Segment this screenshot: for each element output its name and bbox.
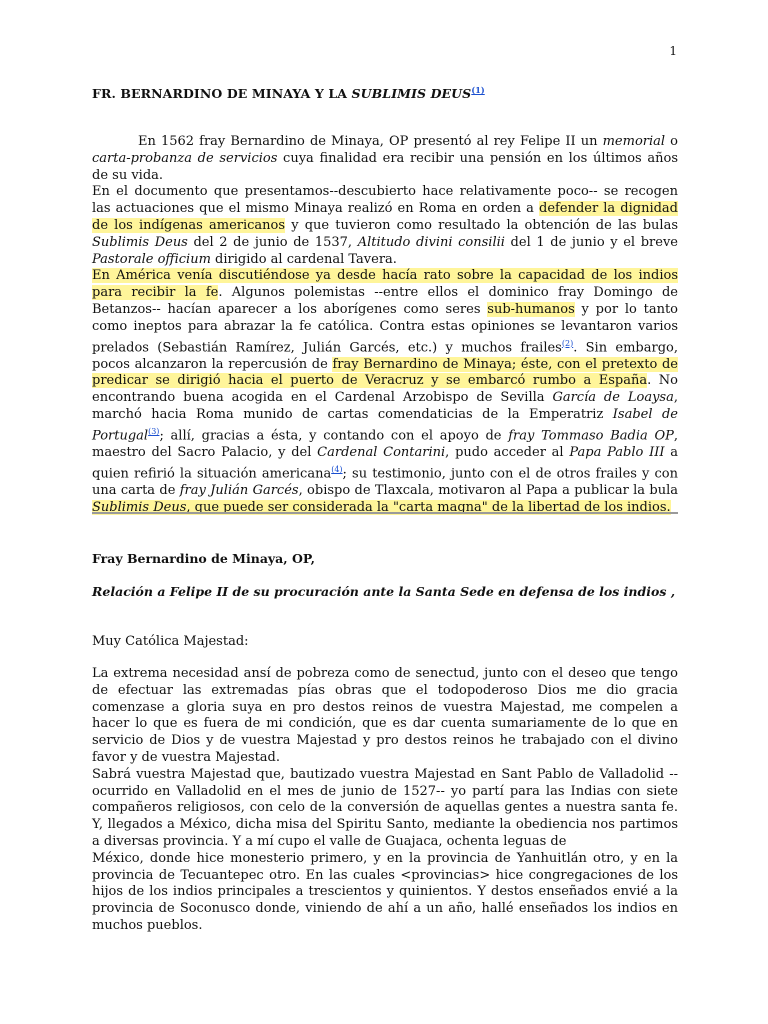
intro-section <box>92 134 678 517</box>
text-run: En 1562 fray Bernardino de Minaya, OP presentó al rey Felipe II un <box>138 134 603 149</box>
letter-paragraph: La extrema necesidad ansí de pobreza como de senectud, junto con el deseo que tengo de efectuar las extremadas pías obras que el todopoderoso Dios me dio gracia comenzase a gloria suya en pro destos reinos de vuestra Majestad, me compelen a hacer lo que es fuera de mi condición, que es dar cuenta sumariamente de lo que en servicio de Dios y de vuestra Majestad y pro destos reinos he trabajado con el divino favor y de vuestra Majestad. <box>92 666 678 765</box>
letter-body <box>92 666 678 935</box>
italic-text: fray Tommaso Badia OP <box>508 428 674 444</box>
highlighted-text: fray Bernardino de Minaya; éste, con el pretexto de predicar se dirigió hacia el puerto de Veracruz y se embarcó rumbo a España <box>92 356 678 389</box>
text-run: , marchó hacia Roma munido de cartas comendaticias de la Emperatriz <box>92 390 678 423</box>
letter-paragraph: México, donde hice monesterio primero, y en la provincia de Yanhuitlán otro, y en la provincia de Tecuantepec otro. En las cuales <provincias> hice congregaciones de los hijos de los indios principales a trescientos y quinientos. Y destos enseñados envié a la provincia de Soconusco donde, viniendo de ahí a un año, hallé enseñados los indios en muchos pueblos. <box>92 850 678 933</box>
text-run: y por lo tanto como ineptos para abrazar la fe católica. Contra estas opiniones se levantaron varios prelados (Sebastián Ramírez, Julián Garcés, etc.) y muchos frailes <box>92 301 678 355</box>
document-author-heading: Fray Bernardino de Minaya, OP, <box>92 551 316 566</box>
italic-text: memorial <box>602 134 666 149</box>
page-number: 1 <box>669 44 677 58</box>
intro-paragraph <box>92 268 678 516</box>
footnote-link[interactable]: (3) <box>148 426 160 436</box>
text-run: del 1 de junio y el breve <box>504 234 678 250</box>
text-run: . Algunos polemistas --entre ellos el dominico fray Domingo de Betanzos-- hacían aparecer a los aborígenes como seres <box>92 285 678 317</box>
highlighted-text: sub-humanos <box>487 301 575 317</box>
text-run: , obispo de Tlaxcala, motivaron al Papa a publicar la bula <box>298 482 678 498</box>
highlighted-text: Sublimis Deus <box>92 499 187 515</box>
text-run: dirigido al cardenal Tavera. <box>210 251 397 267</box>
highlighted-text: En América venía discutiéndose ya desde hacía rato sobre la capacidad de los indios para recibir la fe <box>92 268 678 301</box>
italic-text: Sublimis Deus <box>92 234 188 250</box>
text-run: , maestro del Sacro Palacio, y del <box>92 428 678 460</box>
page-title <box>92 85 682 101</box>
letter-salutation: Muy Católica Majestad: <box>92 634 249 649</box>
italic-text: García de Loaysa <box>552 390 674 406</box>
intro-paragraph <box>92 134 678 184</box>
text-run: . No encontrando buena acogida en el Cardenal Arzobispo de Sevilla <box>92 373 678 406</box>
italic-text: Pastorale officium <box>92 251 211 267</box>
text-run: En el documento que presentamos--descubierto hace relativamente poco-- se recogen las actuaciones que el mismo Minaya realizó en Roma en orden a <box>92 184 678 217</box>
title-italic: SUBLIMIS DEUS <box>351 86 472 102</box>
section-divider <box>92 512 678 514</box>
text-run: y que tuvieron como resultado la obtención de las bulas <box>285 217 679 233</box>
highlighted-text: defender la dignidad de los indígenas americanos <box>92 201 679 233</box>
text-run: ; su testimonio, junto con el de otros frailes y con una carta de <box>92 466 679 498</box>
italic-text: fray Julián Garcés <box>179 482 299 498</box>
title-text: FR. BERNARDINO DE MINAYA Y LA <box>92 86 352 102</box>
footnote-link[interactable]: (2) <box>561 338 574 348</box>
letter-paragraph: Sabrá vuestra Majestad que, bautizado vuestra Majestad en Sant Pablo de Valladolid -- ocurrido en Valladolid en el mes de junio de 1527-- yo partí para las Indias con siete compañeros religiosos, con celo de la conversión de aquellas gentes a nuestra santa fe. Y, llegados a México, dicha misa del Spiritu Santo, mediante la obediencia nos partimos a diversas provincia. Y a mí cupo el valle de Guajaca, ochenta leguas de <box>92 766 678 849</box>
text-run: ; allí, gracias a ésta, y contando con el apoyo de <box>159 428 509 444</box>
text-run: del 2 de junio de 1537, <box>187 234 358 250</box>
italic-text: Altitudo divini consilii <box>357 234 505 250</box>
italic-text: carta-probanza de servicios <box>92 150 278 166</box>
text-run: o <box>665 134 679 149</box>
document-subtitle-heading: Relación a Felipe II de su procuración ante la Santa Sede en defensa de los indios , <box>92 584 676 599</box>
italic-text: Papa Pablo III <box>569 445 665 460</box>
footnote-link-1[interactable]: (1) <box>471 85 485 95</box>
footnote-link[interactable]: (4) <box>331 464 343 474</box>
text-run: a quien refirió la situación americana <box>92 445 678 482</box>
text-run: cuya finalidad era recibir una pensión en los últimos años de su vida. <box>92 150 678 183</box>
italic-text: Isabel de Portugal <box>92 407 678 444</box>
intro-paragraph <box>92 184 678 268</box>
italic-text: Cardenal Contarini <box>317 445 446 460</box>
text-run: . Sin embargo, pocos alcanzaron la repercusión de <box>92 339 678 372</box>
text-run: , pudo acceder al <box>445 445 570 460</box>
highlighted-text: , que puede ser considerada la "carta magna" de la libertad de los indios. <box>186 499 671 515</box>
